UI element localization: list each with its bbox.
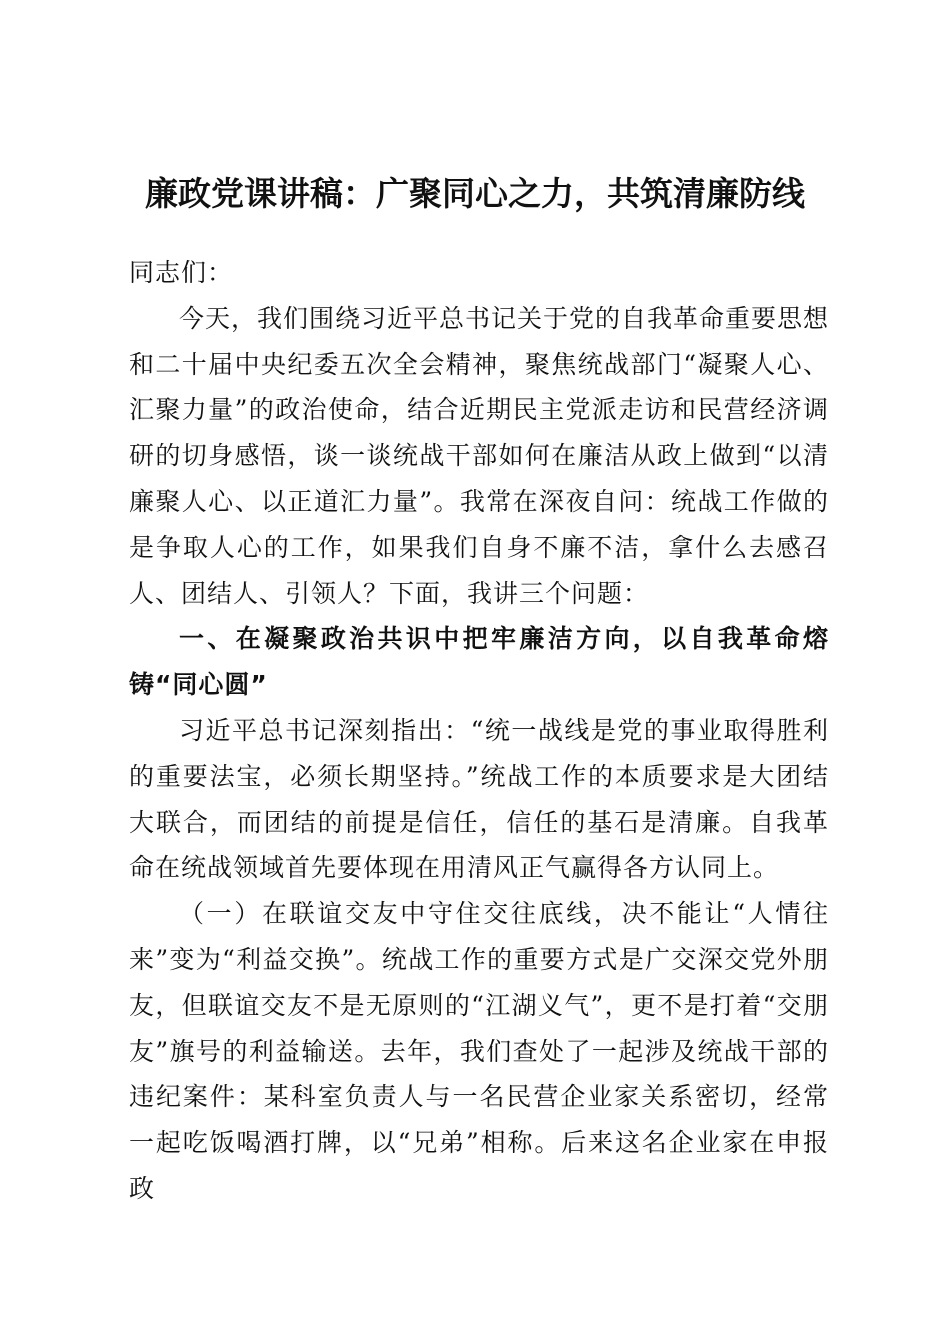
document-body bbox=[129, 250, 829, 1212]
subsection-1-paragraph bbox=[129, 891, 829, 1212]
section-1-paragraph: 习近平总书记深刻指出：“统一战线是党的事业取得胜利的重要法宝，必须长期坚持。”统战工作的本质要求是大团结大联合，而团结的前提是信任，信任的基石是清廉。自我革命在统战领域首先要体现在用清风正气赢得各方认同上。 bbox=[129, 715, 829, 883]
document-title: 廉政党课讲稿：广聚同心之力，共筑清廉防线 bbox=[145, 174, 805, 213]
subsection-1-body: 统战工作的重要方式是广交深交党外朋友，但联谊交友不是无原则的“江湖义气”，更不是打着“交朋友”旗号的利益输送。去年，我们查处了一起涉及统战干部的违纪案件：某科室负责人与一名民营企业家关系密切，经常一起吃饭喝酒打牌，以“兄弟”相称。后来这名企业家在申报政 bbox=[129, 944, 829, 1203]
subsection-1-title: （一）在联谊交友中守住交往底线，决不能让“人情往来”变为“利益交换”。 bbox=[129, 899, 829, 974]
salutation: 同志们： bbox=[129, 258, 234, 287]
intro-paragraph: 今天，我们围绕习近平总书记关于党的自我革命重要思想和二十届中央纪委五次全会精神，聚焦统战部门“凝聚人心、汇聚力量”的政治使命，结合近期民主党派走访和民营经济调研的切身感悟，谈一谈统战干部如何在廉洁从政上做到“以清廉聚人心、以正道汇力量”。我常在深夜自问：统战工作做的是争取人心的工作，如果我们自身不廉不洁，拿什么去感召人、团结人、引领人？下面，我讲三个问题： bbox=[129, 303, 830, 608]
section-heading-1: 一、在凝聚政治共识中把牢廉洁方向，以自我革命熔铸“同心圆” bbox=[129, 624, 829, 700]
